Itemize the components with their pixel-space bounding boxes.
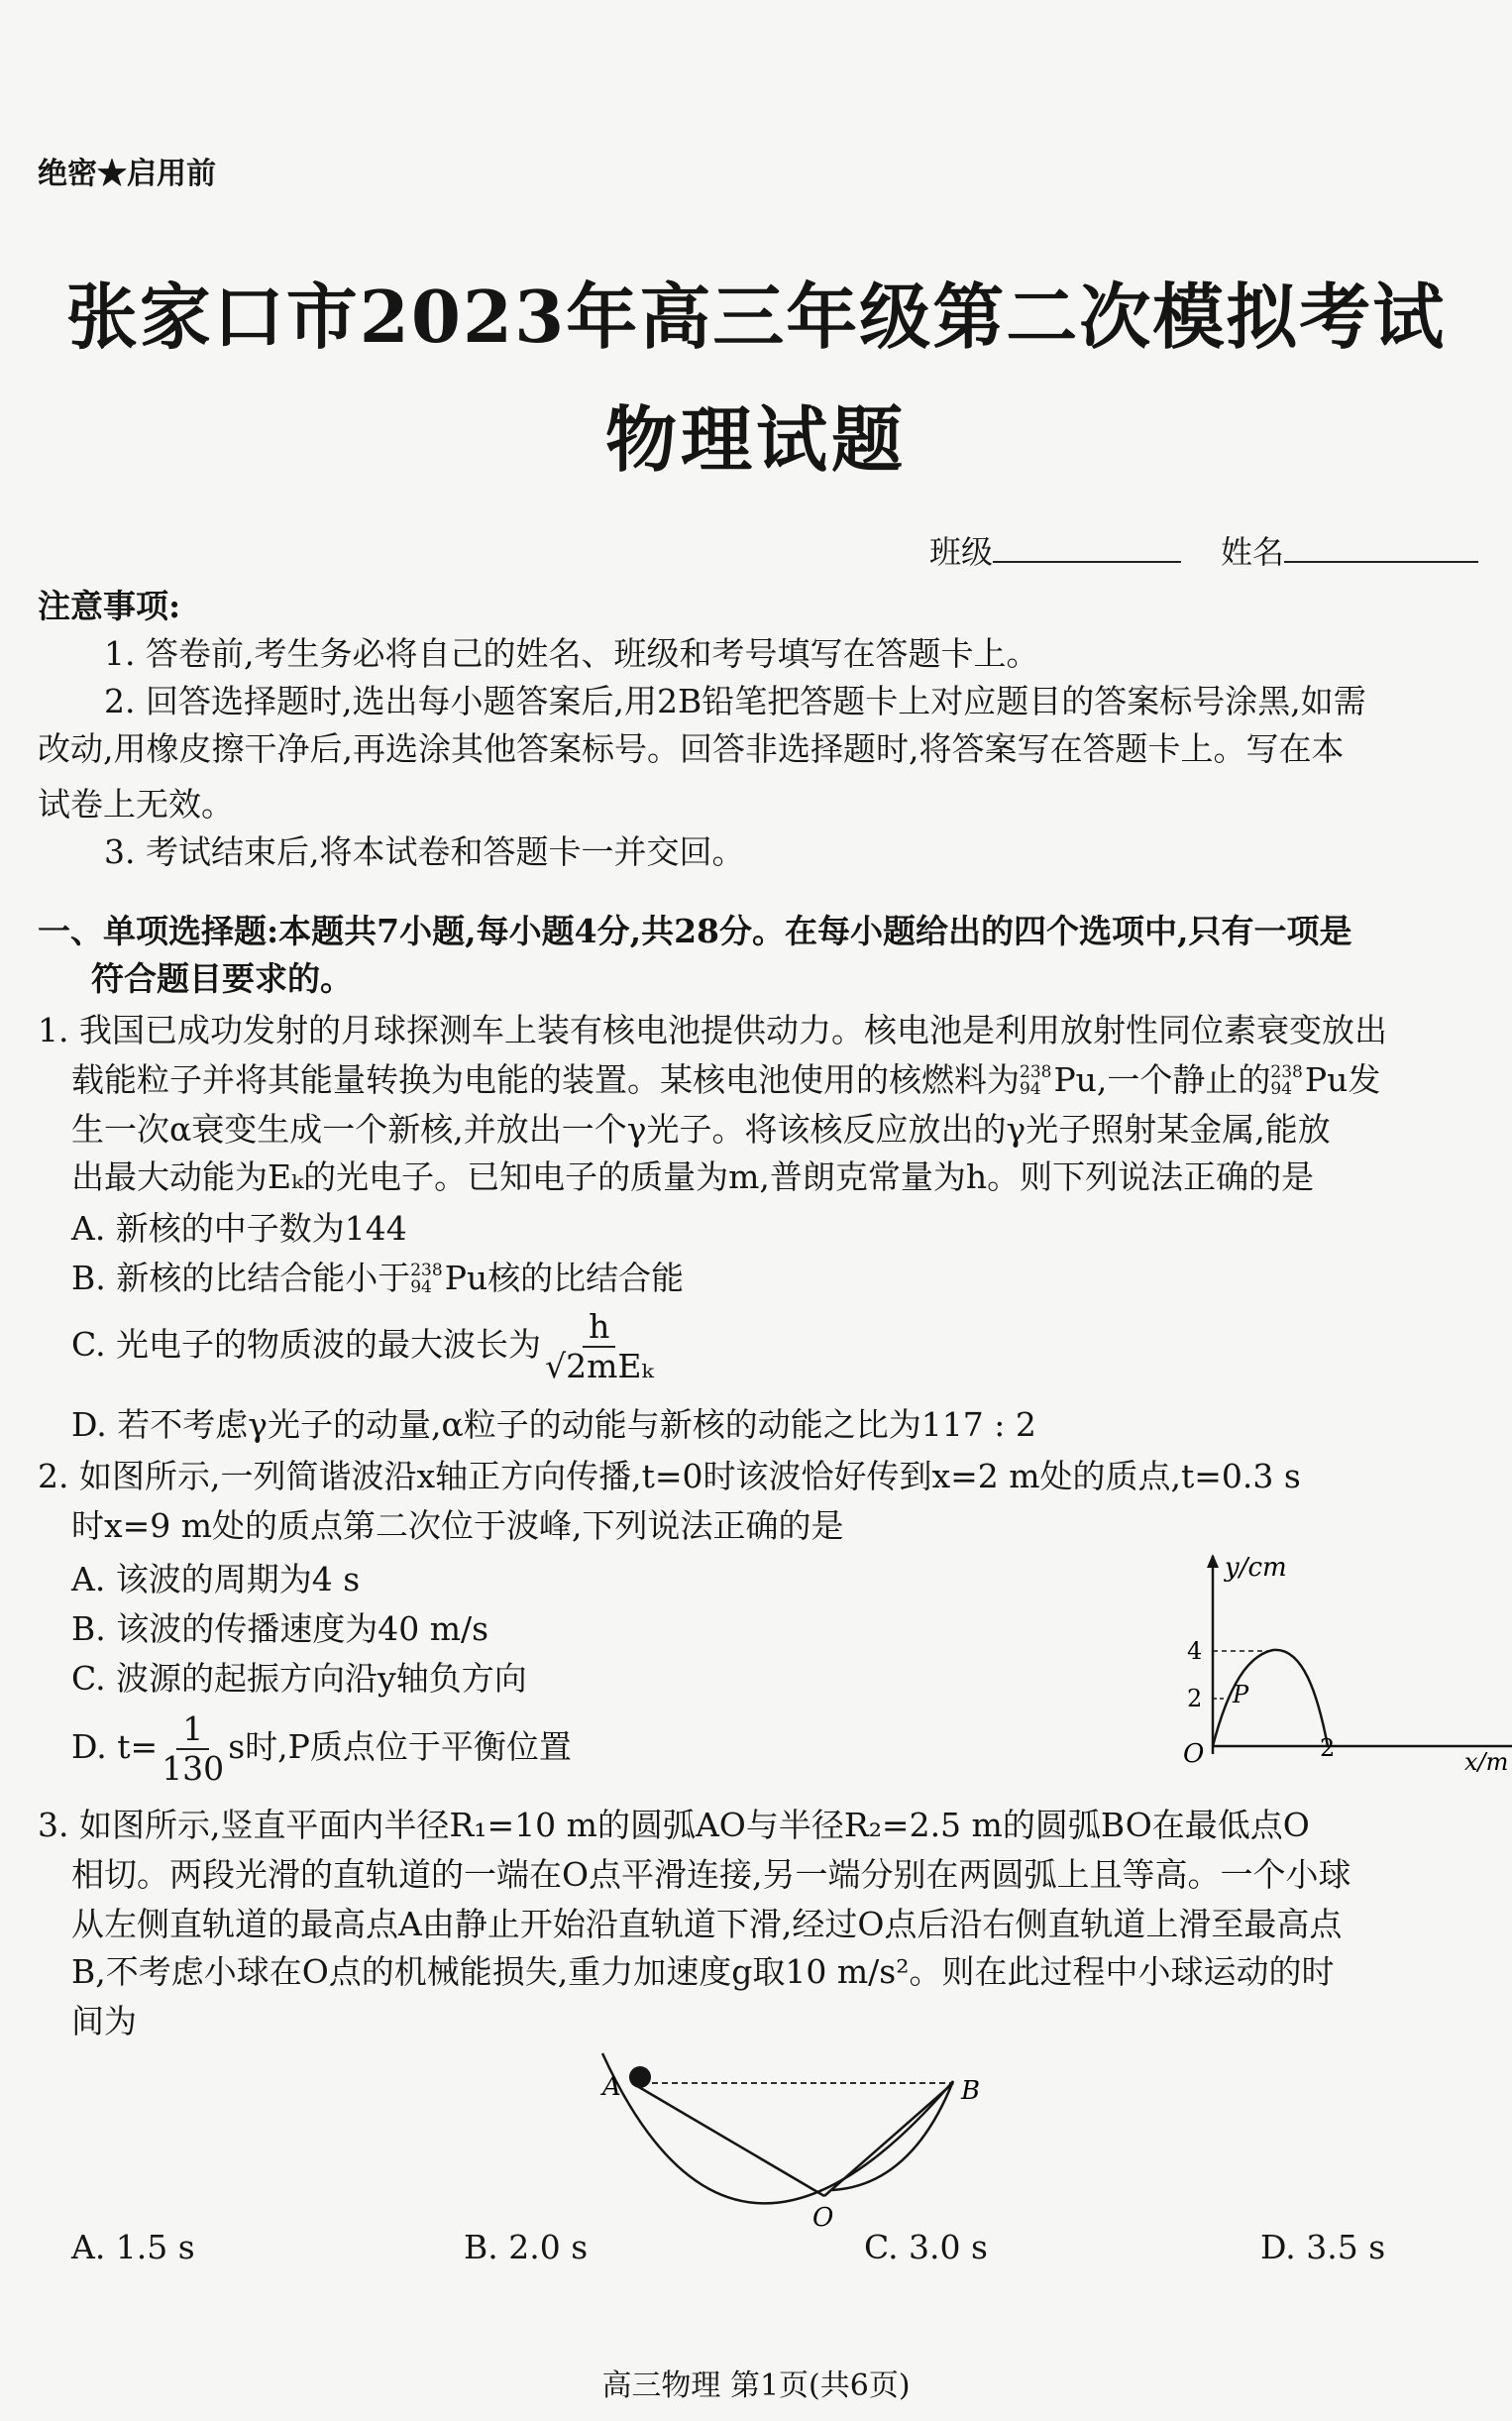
name-blank[interactable] [1284, 533, 1478, 563]
q1-line-2: 载能粒子并将其能量转换为电能的装置。某核电池使用的核燃料为 $^{238 94}$ Pu,一个静止的 $^{238 94}$ Pu发 [71, 1060, 1381, 1099]
q3-line-3: 从左侧直轨道的最高点A由静止开始沿直轨道下滑,经过O点后沿右侧直轨道上滑至最高点 [71, 1905, 1343, 1943]
y-tick-4: 4 [1187, 1637, 1203, 1665]
wavelength-fraction: $\frac{h}{\text{√2mEₖ}}$ [545, 1307, 654, 1385]
notice-item-3: 3. 考试结束后,将本试卷和答题卡一并交回。 [104, 832, 745, 871]
q1-option-a: A. 新核的中子数为144 [71, 1209, 407, 1248]
x-axis-label: x/m [1464, 1748, 1509, 1774]
y-tick-2: 2 [1187, 1685, 1203, 1712]
section-heading-cont: 符合题目要求的。 [91, 959, 353, 998]
y-axis-arrow [1207, 1554, 1219, 1568]
q3-line-2: 相切。两段光滑的直轨道的一端在O点平滑连接,另一端分别在两圆弧上且等高。一个小球 [71, 1855, 1351, 1894]
class-label: 班级 [929, 533, 994, 571]
q3-line-4: B,不考虑小球在O点的机械能损失,重力加速度g取10 m/s²。则在此过程中小球运动的时 [71, 1952, 1335, 1991]
page-footer: 高三物理 第1页(共6页) [601, 2368, 911, 2403]
isotope-pu: 238 94 [410, 1261, 443, 1297]
exam-subtitle: 物理试题 [604, 397, 907, 482]
ball [629, 2066, 651, 2088]
exam-title: 张家口市2023年高三年级第二次模拟考试 [65, 275, 1447, 359]
q2-line-1: 2. 如图所示,一列简谐波沿x轴正方向传播,t=0时该波恰好传到x=2 m处的质点,t=0.3 s [38, 1457, 1301, 1495]
isotope-pu: 238 94 [1020, 1062, 1052, 1099]
isotope-pu: 238 94 [1270, 1062, 1303, 1099]
q1-line-1: 1. 我国已成功发射的月球探测车上装有核电池提供动力。核电池是利用放射性同位素衰变放出 [38, 1011, 1387, 1049]
q2-option-a: A. 该波的周期为4 s [71, 1560, 361, 1598]
q1-option-b: B. 新核的比结合能小于 $^{238 94}$ Pu核的比结合能 [71, 1259, 685, 1297]
wave-curve [1213, 1650, 1328, 1746]
notice-item-1: 1. 答卷前,考生务必将自己的姓名、班级和考号填写在答题卡上。 [104, 634, 1039, 673]
point-o-label: O [812, 2203, 834, 2230]
wave-graph [1169, 1546, 1512, 1774]
x-tick-2: 2 [1320, 1734, 1336, 1762]
q2-option-d: D. t= $\frac{1}{130}$ s时,P质点位于平衡位置 [71, 1709, 572, 1788]
section-heading: 一、单项选择题:本题共7小题,每小题4分,共28分。在每小题给出的四个选项中,只有一项是 [38, 912, 1352, 950]
notice-heading: 注意事项: [38, 587, 181, 625]
point-b-label: B [961, 2076, 981, 2106]
class-field [929, 527, 1181, 573]
q3-line-5: 间为 [71, 2002, 137, 2040]
right-rail [824, 2083, 953, 2196]
notice-item-2b: 改动,用橡皮擦干净后,再选涂其他答案标号。回答非选择题时,将答案写在答题卡上。写在本 [38, 729, 1345, 768]
q3-line-1: 3. 如图所示,竖直平面内半径R₁=10 m的圆弧AO与半径R₂=2.5 m的圆弧BO在最低点O [38, 1806, 1310, 1844]
q1-option-d: D. 若不考虑γ光子的动量,α粒子的动能与新核的动能之比为117 : 2 [71, 1405, 1036, 1444]
notice-item-2a: 2. 回答选择题时,选出每小题答案后,用2B铅笔把答题卡上对应题目的答案标号涂黑,如需 [104, 682, 1366, 720]
class-blank[interactable] [993, 533, 1181, 563]
name-field [1221, 527, 1478, 573]
q2-option-c: C. 波源的起振方向沿y轴负方向 [71, 1659, 527, 1698]
y-axis-label: y/cm [1225, 1553, 1287, 1583]
point-p-label: P [1233, 1681, 1249, 1708]
q3-option-d: D. 3.5 s [1260, 2228, 1386, 2266]
time-fraction: $\frac{1}{130}$ [162, 1709, 225, 1788]
notice-item-2c: 试卷上无效。 [38, 785, 234, 824]
origin-label: O [1183, 1739, 1205, 1769]
q3-option-a: A. 1.5 s [71, 2228, 195, 2266]
q1-line-3: 生一次α衰变生成一个新核,并放出一个γ光子。将该核反应放出的γ光子照射某金属,能放 [71, 1110, 1331, 1149]
q2-line-2: 时x=9 m处的质点第二次位于波峰,下列说法正确的是 [71, 1506, 844, 1545]
confidential-mark: 绝密★启用前 [38, 157, 216, 191]
q1-option-c: C. 光电子的物质波的最大波长为 $\frac{h}{\text{√2mEₖ}}$ [71, 1307, 654, 1385]
arc-track-figure [585, 2041, 1001, 2230]
q1-line-4: 出最大动能为Eₖ的光电子。已知电子的质量为m,普朗克常量为h。则下列说法正确的是 [71, 1157, 1315, 1196]
name-label: 姓名 [1221, 533, 1285, 571]
q3-option-c: C. 3.0 s [864, 2228, 988, 2266]
point-a-label: A [602, 2072, 621, 2102]
q3-option-b: B. 2.0 s [464, 2228, 589, 2266]
left-rail [632, 2083, 824, 2196]
q2-option-b: B. 该波的传播速度为40 m/s [71, 1609, 489, 1648]
